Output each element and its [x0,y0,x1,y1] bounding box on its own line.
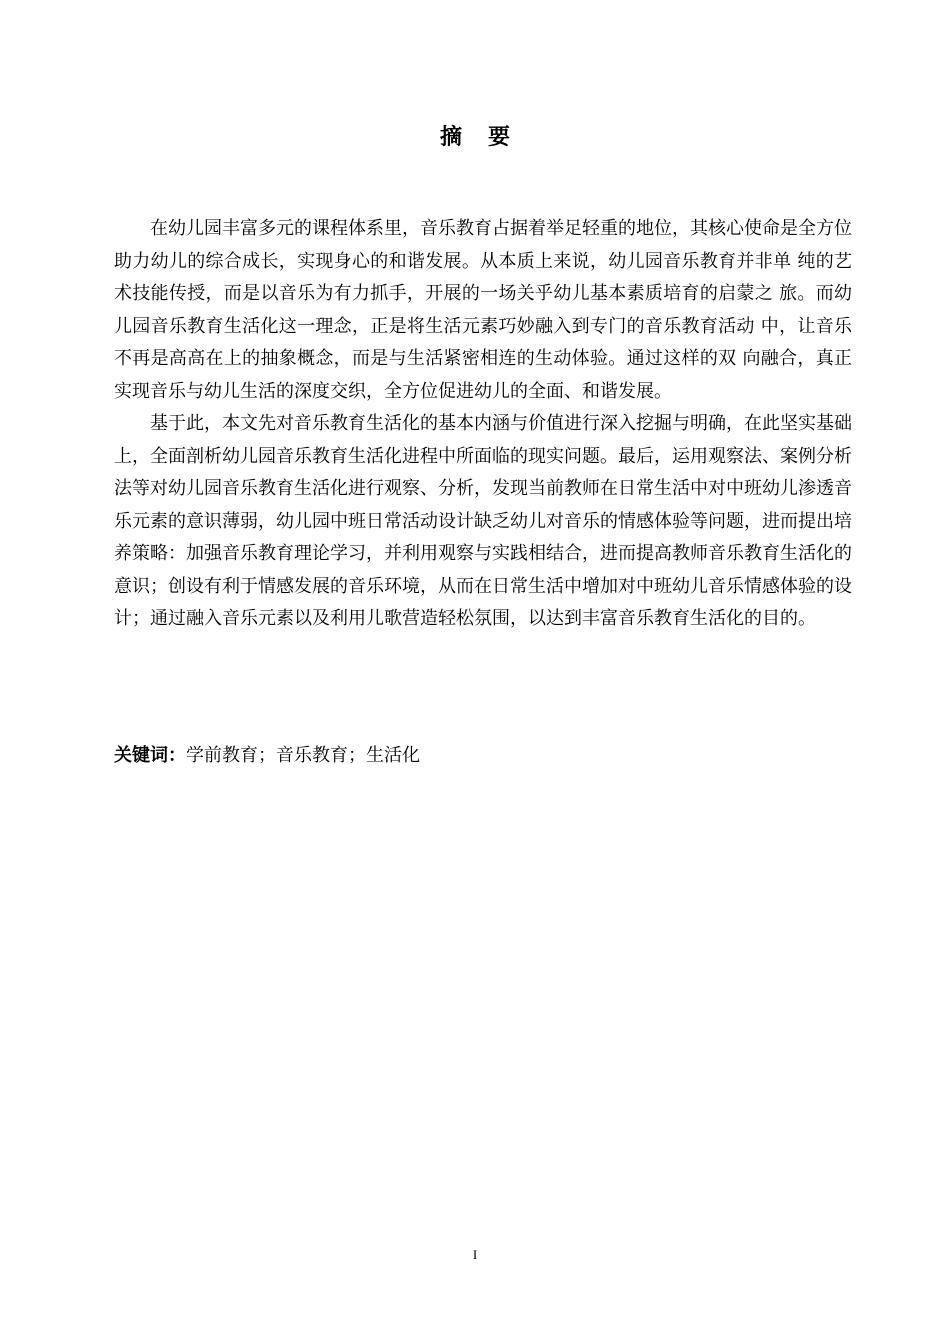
keywords-value: 学前教育；音乐教育；生活化 [186,745,420,766]
abstract-paragraph-2: 基于此，本文先对音乐教育生活化的基本内涵与价值进行深入挖掘与明确，在此坚实基础上，全面剖析幼儿园音乐教育生活化进程中所面临的现实问题。最后，运用观察法、案例分析法等对幼儿园音乐教育生活化进行观察、分析，发现当前教师在日常生活中对中班幼儿渗透音乐元素的意识薄弱，幼儿园中班日常活动设计缺乏幼儿对音乐的情感体验等问题，进而提出培养策略：加强音乐教育理论学习，并利用观察与实践相结合，进而提高教师音乐教育生活化的意识；创设有利于情感发展的音乐环境，从而在日常生活中增加对中班幼儿音乐情感体验的设计；通过融入音乐元素以及利用儿歌营造轻松氛围，以达到丰富音乐教育生活化的目的。 [114,413,852,629]
page-number: I [472,1247,478,1262]
keywords-label: 关键词： [114,745,186,766]
abstract-paragraph-1: 在幼儿园丰富多元的课程体系里，音乐教育占据着举足轻重的地位，其核心使命是全方位助力幼儿的综合成长，实现身心的和谐发展。从本质上来说，幼儿园音乐教育并非单 纯的艺术技能传授，而是以音乐为有力抓手，开展的一场关乎幼儿基本素质培育的启蒙之 旅。而幼儿园音乐教育生活化这一理念，正是将生活元素巧妙融入到专门的音乐教育活动 中，让音乐不再是高高在上的抽象概念，而是与生活紧密相连的生动体验。通过这样的双 向融合，真正实现音乐与幼儿生活的深度交织，全方位促进幼儿的全面、和谐发展。 [114,218,852,402]
keywords-line [114,740,852,772]
abstract-title: 摘要 [439,125,536,150]
abstract-body [114,213,852,636]
